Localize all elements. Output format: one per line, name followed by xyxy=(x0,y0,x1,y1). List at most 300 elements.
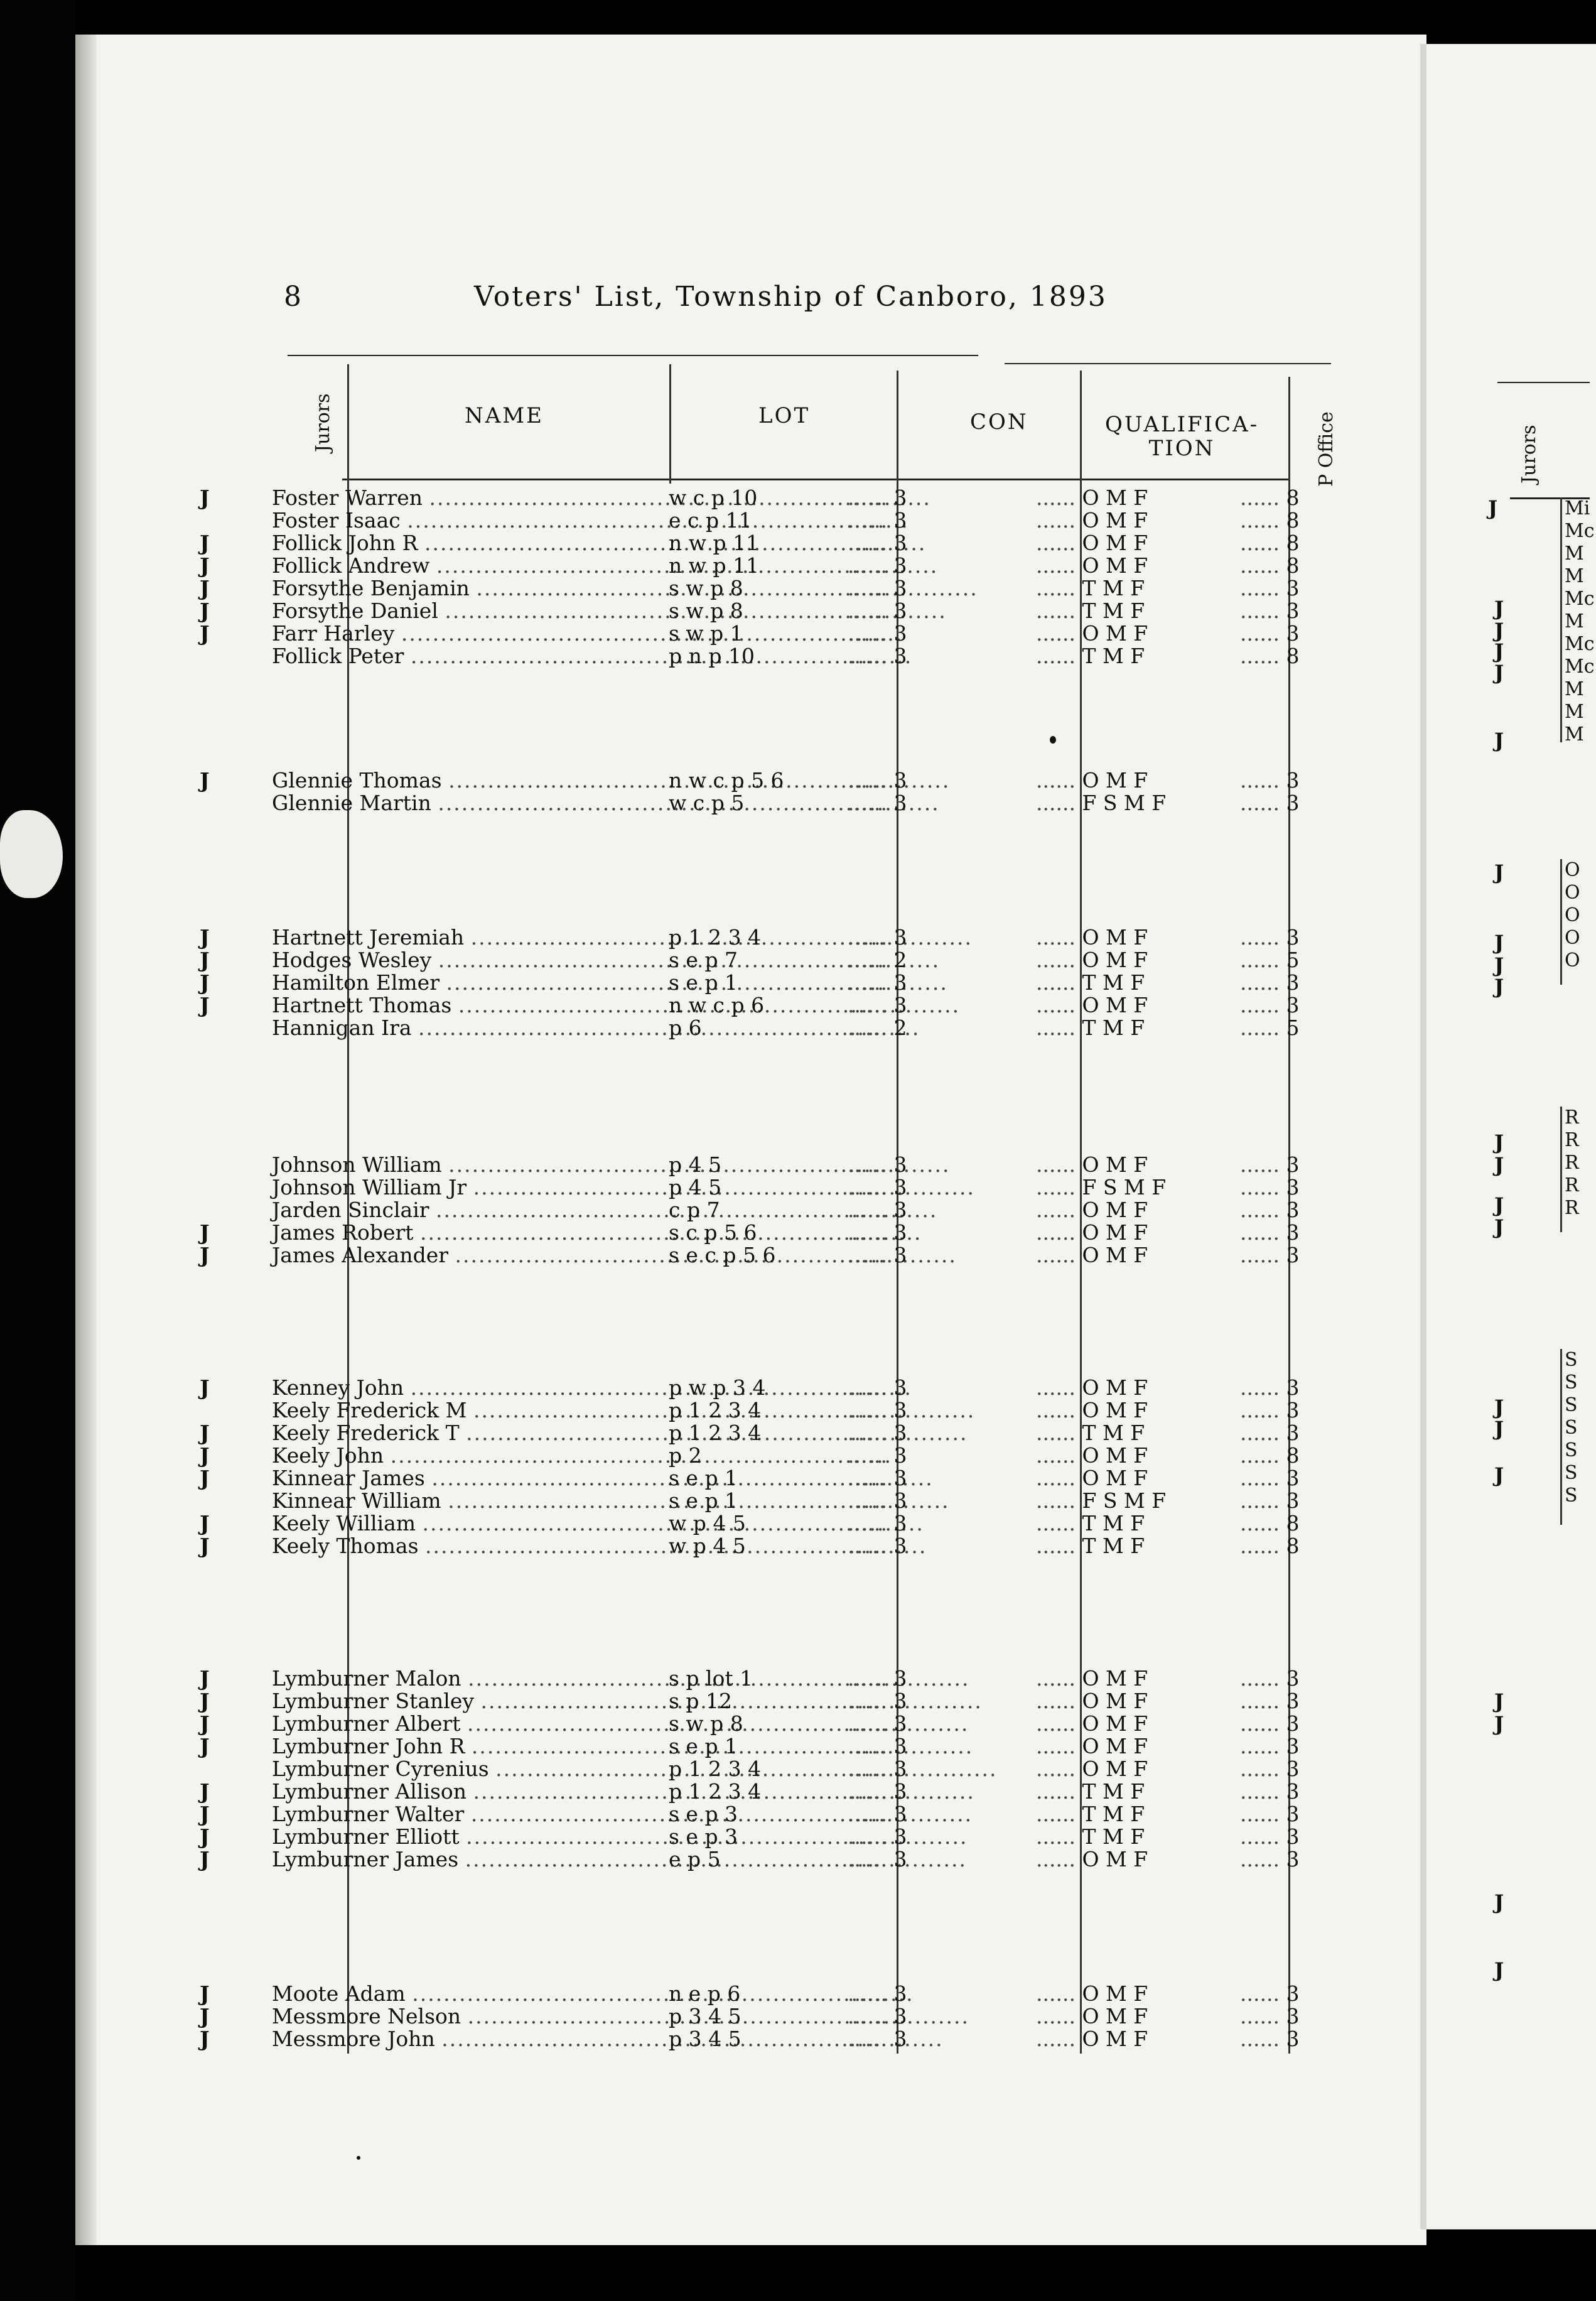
adjacent-name-fragment: R xyxy=(1565,1107,1579,1129)
voter-name xyxy=(272,2005,661,2028)
voter-lot: s e p 3 xyxy=(669,1824,738,1849)
voter-qualification: ...... O M F xyxy=(1036,1221,1148,1244)
voter-row xyxy=(0,1758,1318,1780)
voter-post-office: ...... 3 xyxy=(1240,1735,1299,1758)
voter-lot: s w p 8 xyxy=(669,576,743,600)
voter-row xyxy=(0,949,1318,972)
voter-post-office: ...... 3 xyxy=(1240,1803,1299,1826)
voter-name xyxy=(272,769,661,792)
adjacent-bracket-4 xyxy=(1560,1349,1562,1525)
voter-lot: s c p 5 6 xyxy=(669,1220,757,1245)
voter-concession: ...... 3 xyxy=(848,1826,907,1848)
voter-qualification: ...... T M F xyxy=(1036,1803,1145,1826)
adjacent-name-fragment: R xyxy=(1565,1174,1579,1196)
juror-mark: J xyxy=(200,925,210,950)
juror-mark: J xyxy=(200,1711,210,1736)
voter-lot: p 1 2 3 4 xyxy=(669,1757,762,1781)
voter-name-text: Messmore Nelson xyxy=(272,2004,468,2028)
adjacent-name-fragment: O xyxy=(1565,882,1580,904)
voter-post-office: ...... 8 xyxy=(1240,555,1299,577)
voter-concession: ...... 3 xyxy=(848,532,907,555)
adjacent-name-fragment: S xyxy=(1565,1439,1578,1461)
voter-post-office: ...... 3 xyxy=(1240,1221,1299,1244)
voter-name xyxy=(272,1713,661,1735)
voter-name-text: Hartnett Thomas xyxy=(272,993,458,1017)
voter-row xyxy=(0,1713,1318,1735)
voter-row xyxy=(0,645,1318,668)
voter-qualification: ...... O M F xyxy=(1036,622,1148,645)
voter-name xyxy=(272,1667,661,1690)
voter-concession: ...... 3 xyxy=(848,1983,907,2005)
voter-lot: p 1 2 3 4 xyxy=(669,1421,762,1445)
voter-qualification: ...... F S M F xyxy=(1036,1176,1166,1199)
page-title: Voters' List, Township of Canboro, 1893 xyxy=(474,281,1108,313)
adjacent-name-fragment: S xyxy=(1565,1394,1578,1416)
voter-concession: ...... 3 xyxy=(848,972,907,994)
voter-concession: ...... 3 xyxy=(848,1377,907,1399)
juror-mark: J xyxy=(200,1511,210,1535)
voter-qualification: ...... O M F xyxy=(1036,487,1148,509)
voter-lot: s w p 8 xyxy=(669,598,743,623)
voter-lot: p 6 xyxy=(669,1015,702,1040)
voter-row xyxy=(0,577,1318,600)
post-office-column-header: P Office xyxy=(1315,411,1337,487)
voter-lot: p 4 5 xyxy=(669,1175,722,1199)
voter-name xyxy=(272,1017,661,1039)
voter-qualification: ...... O M F xyxy=(1036,1848,1148,1871)
adjacent-name-fragment: O xyxy=(1565,927,1580,949)
adjacent-name-fragment: S xyxy=(1565,1372,1578,1394)
qualification-header-line-1: QUALIFICA- xyxy=(1105,412,1259,437)
juror-mark: J xyxy=(200,1243,210,1267)
voter-concession: ...... 3 xyxy=(848,577,907,600)
voter-row xyxy=(0,532,1318,555)
voter-concession: ...... 3 xyxy=(848,792,907,815)
adjacent-juror-mark: J xyxy=(1494,1215,1504,1239)
voter-row xyxy=(0,1444,1318,1467)
voter-row xyxy=(0,1422,1318,1444)
voter-post-office: ...... 3 xyxy=(1240,1848,1299,1871)
juror-mark: J xyxy=(200,1666,210,1691)
voter-name xyxy=(272,1780,661,1803)
voter-post-office: ...... 8 xyxy=(1240,487,1299,509)
voter-row xyxy=(0,1667,1318,1690)
voter-lot: s p lot 1 xyxy=(669,1666,753,1691)
juror-mark: J xyxy=(200,993,210,1017)
voter-name xyxy=(272,1199,661,1221)
adjacent-juror-mark: J xyxy=(1488,496,1498,520)
juror-mark: J xyxy=(200,1421,210,1445)
voter-qualification: ...... O M F xyxy=(1036,994,1148,1017)
voter-qualification: ...... O M F xyxy=(1036,1983,1148,2005)
adjacent-juror-mark: J xyxy=(1494,931,1504,955)
voter-name-text: Forsythe Daniel xyxy=(272,598,445,623)
voter-row xyxy=(0,1176,1318,1199)
voter-qualification: ...... T M F xyxy=(1036,972,1145,994)
voter-row xyxy=(0,1848,1318,1871)
adjacent-juror-mark: J xyxy=(1494,619,1504,642)
voter-lot: w p 4 5 xyxy=(669,1534,746,1558)
voter-concession: ...... 3 xyxy=(848,1154,907,1176)
voter-name xyxy=(272,509,661,532)
voter-row xyxy=(0,600,1318,622)
voter-row xyxy=(0,1735,1318,1758)
voter-name xyxy=(272,1535,661,1557)
juror-mark: J xyxy=(200,1220,210,1245)
voter-concession: ...... 3 xyxy=(848,509,907,532)
voter-qualification: ...... O M F xyxy=(1036,1154,1148,1176)
voter-qualification: ...... F S M F xyxy=(1036,792,1166,815)
voter-concession: ...... 3 xyxy=(848,600,907,622)
voter-name-text: Moote Adam xyxy=(272,1981,412,2006)
voter-name-text: Follick Peter xyxy=(272,644,411,668)
voter-lot: p 4 5 xyxy=(669,1152,722,1177)
header-bottom-rule xyxy=(342,479,1290,480)
voter-lot: s e p 3 xyxy=(669,1802,738,1826)
voter-post-office: ...... 3 xyxy=(1240,1780,1299,1803)
voter-row xyxy=(0,1154,1318,1176)
voter-lot: s e p 1 xyxy=(669,1466,738,1490)
voter-lot: e p 5 xyxy=(669,1847,721,1871)
voter-concession: ...... 3 xyxy=(848,1535,907,1557)
voter-qualification: ...... T M F xyxy=(1036,1780,1145,1803)
voter-concession: ...... 2 xyxy=(848,1017,907,1039)
voter-lot: w c p 10 xyxy=(669,485,758,510)
voter-name-text: Follick John R xyxy=(272,531,425,555)
voter-name-text: Lymburner Walter xyxy=(272,1802,471,1826)
voter-name-text: Lymburner Elliott xyxy=(272,1824,466,1849)
voter-name xyxy=(272,994,661,1017)
voter-lot: p 3 4 5 xyxy=(669,2027,741,2051)
voter-concession: ...... 3 xyxy=(848,1422,907,1444)
voter-qualification: ...... O M F xyxy=(1036,1690,1148,1713)
qualification-column-header xyxy=(1105,413,1259,460)
voter-name-text: Kinnear William xyxy=(272,1488,448,1513)
voter-lot: e c p 11 xyxy=(669,508,752,533)
voter-row xyxy=(0,2028,1318,2050)
voter-qualification: ...... O M F xyxy=(1036,769,1148,792)
voter-post-office: ...... 3 xyxy=(1240,1377,1299,1399)
adjacent-juror-mark: J xyxy=(1494,1153,1504,1177)
voter-lot: p 1 2 3 4 xyxy=(669,1779,762,1804)
voter-lot: c p 7 xyxy=(669,1198,720,1222)
adjacent-juror-mark: J xyxy=(1494,639,1504,663)
name-column-header: NAME xyxy=(465,403,544,428)
voter-concession: ...... 3 xyxy=(848,1690,907,1713)
adjacent-name-fragment: M xyxy=(1565,565,1584,587)
voter-concession: ...... 3 xyxy=(848,1467,907,1490)
document-page xyxy=(75,35,1426,2245)
adjacent-name-fragment: R xyxy=(1565,1129,1579,1151)
voter-post-office: ...... 8 xyxy=(1240,509,1299,532)
voter-concession: ...... 3 xyxy=(848,1848,907,1871)
voter-post-office: ...... 8 xyxy=(1240,645,1299,668)
voter-lot: s e p 1 xyxy=(669,970,738,995)
juror-mark: J xyxy=(200,1779,210,1804)
voter-concession: ...... 3 xyxy=(848,622,907,645)
voter-name xyxy=(272,949,661,972)
voter-post-office: ...... 3 xyxy=(1240,1154,1299,1176)
adjacent-juror-mark: J xyxy=(1494,975,1504,999)
voter-name xyxy=(272,487,661,509)
voter-row xyxy=(0,622,1318,645)
juror-mark: J xyxy=(200,1689,210,1713)
voter-lot: w p 4 5 xyxy=(669,1511,746,1535)
voter-row xyxy=(0,1690,1318,1713)
voter-lot: s w p 1 xyxy=(669,621,743,646)
voter-row xyxy=(0,972,1318,994)
voter-concession: ...... 3 xyxy=(848,769,907,792)
voter-qualification: ...... O M F xyxy=(1036,555,1148,577)
voter-name xyxy=(272,1735,661,1758)
voter-name xyxy=(272,1848,661,1871)
voter-name-text: Foster Isaac xyxy=(272,508,407,533)
juror-mark: J xyxy=(200,948,210,972)
voter-name-text: Hannigan Ira xyxy=(272,1015,419,1040)
voter-post-office: ...... 3 xyxy=(1240,1667,1299,1690)
voter-post-office: ...... 5 xyxy=(1240,949,1299,972)
divider-lot xyxy=(669,364,671,484)
juror-mark: J xyxy=(200,576,210,600)
voter-name-text: Lymburner John R xyxy=(272,1734,472,1758)
voter-row xyxy=(0,926,1318,949)
voter-name xyxy=(272,1154,661,1176)
voter-lot: n w p 11 xyxy=(669,531,760,555)
voter-name xyxy=(272,622,661,645)
voter-post-office: ...... 8 xyxy=(1240,532,1299,555)
voter-post-office: ...... 3 xyxy=(1240,622,1299,645)
voter-name xyxy=(272,1758,661,1780)
voter-name-text: Farr Harley xyxy=(272,621,401,646)
voter-lot: n e p 6 xyxy=(669,1981,741,2006)
binding-shadow xyxy=(75,35,97,2245)
adjacent-name-fragment: R xyxy=(1565,1197,1579,1219)
voter-qualification: ...... F S M F xyxy=(1036,1490,1166,1512)
voter-post-office: ...... 8 xyxy=(1240,1512,1299,1535)
voter-post-office: ...... 8 xyxy=(1240,1444,1299,1467)
voter-qualification: ...... T M F xyxy=(1036,1826,1145,1848)
voter-name-text: Glennie Martin xyxy=(272,791,438,815)
voter-name-text: Johnson William Jr xyxy=(272,1175,473,1199)
jurors-column-header: Jurors xyxy=(312,393,334,452)
voter-post-office: ...... 3 xyxy=(1240,1244,1299,1267)
voter-row xyxy=(0,509,1318,532)
voter-concession: ...... 3 xyxy=(848,1713,907,1735)
adjacent-juror-mark: J xyxy=(1494,1417,1504,1441)
adjacent-juror-mark: J xyxy=(1494,661,1504,685)
voter-name xyxy=(272,577,661,600)
voter-post-office: ...... 3 xyxy=(1240,1758,1299,1780)
voter-concession: ...... 2 xyxy=(848,949,907,972)
ink-speck xyxy=(357,2156,360,2160)
juror-mark: J xyxy=(200,621,210,646)
voter-lot: p 1 2 3 4 xyxy=(669,1398,762,1422)
voter-concession: ...... 3 xyxy=(848,645,907,668)
voter-name-text: Glennie Thomas xyxy=(272,768,449,793)
voter-post-office: ...... 8 xyxy=(1240,1535,1299,1557)
header-top-rule-right xyxy=(1005,363,1331,364)
adjacent-name-fragment: Mc xyxy=(1565,656,1595,678)
voter-name xyxy=(272,926,661,949)
voter-post-office: ...... 5 xyxy=(1240,1017,1299,1039)
voter-name xyxy=(272,600,661,622)
lot-column-header: LOT xyxy=(758,403,811,428)
voter-qualification: ...... O M F xyxy=(1036,949,1148,972)
voter-name-text: Hamilton Elmer xyxy=(272,970,446,995)
voter-name-text: Keely William xyxy=(272,1511,423,1535)
ink-speck xyxy=(1050,736,1056,744)
voter-qualification: ...... O M F xyxy=(1036,1399,1148,1422)
voter-post-office: ...... 3 xyxy=(1240,1467,1299,1490)
voter-concession: ...... 3 xyxy=(848,994,907,1017)
adjacent-juror-mark: J xyxy=(1494,597,1504,620)
voter-qualification: ...... T M F xyxy=(1036,600,1145,622)
adjacent-name-fragment: M xyxy=(1565,543,1584,565)
voter-row xyxy=(0,1780,1318,1803)
voter-concession: ...... 3 xyxy=(848,1244,907,1267)
voter-name xyxy=(272,1803,661,1826)
voter-concession: ...... 3 xyxy=(848,487,907,509)
voter-name-text: Forsythe Benjamin xyxy=(272,576,477,600)
adjacent-name-fragment: Mi xyxy=(1565,497,1590,519)
voter-name xyxy=(272,1490,661,1512)
voter-name xyxy=(272,532,661,555)
voter-lot: w c p 5 xyxy=(669,791,745,815)
voter-qualification: ...... O M F xyxy=(1036,509,1148,532)
voter-qualification: ...... O M F xyxy=(1036,1667,1148,1690)
voter-post-office: ...... 3 xyxy=(1240,994,1299,1017)
voter-qualification: ...... O M F xyxy=(1036,1735,1148,1758)
voter-lot: n w c p 5 6 xyxy=(669,768,784,793)
voter-concession: ...... 3 xyxy=(848,2005,907,2028)
voter-name xyxy=(272,555,661,577)
voter-post-office: ...... 3 xyxy=(1240,769,1299,792)
voter-row xyxy=(0,1983,1318,2005)
adjacent-juror-mark: J xyxy=(1494,1958,1504,1982)
juror-mark: J xyxy=(200,768,210,793)
voter-name-text: Jarden Sinclair xyxy=(272,1198,436,1222)
juror-mark: J xyxy=(200,485,210,510)
adjacent-juror-mark: J xyxy=(1494,1890,1504,1914)
voter-concession: ...... 3 xyxy=(848,1735,907,1758)
juror-mark: J xyxy=(200,1734,210,1758)
voter-name xyxy=(272,645,661,668)
voter-row xyxy=(0,1512,1318,1535)
voter-post-office: ...... 3 xyxy=(1240,2005,1299,2028)
juror-mark: J xyxy=(200,598,210,623)
voter-row xyxy=(0,1826,1318,1848)
voter-lot: s e c p 5 6 xyxy=(669,1243,776,1267)
voter-name-text: Johnson William xyxy=(272,1152,449,1177)
voter-post-office: ...... 3 xyxy=(1240,1690,1299,1713)
voter-row xyxy=(0,1399,1318,1422)
voter-lot: s e p 1 xyxy=(669,1734,738,1758)
juror-mark: J xyxy=(200,1847,210,1871)
voter-lot: n w p 11 xyxy=(669,553,760,578)
voter-post-office: ...... 3 xyxy=(1240,577,1299,600)
voter-row xyxy=(0,1803,1318,1826)
voter-qualification: ...... O M F xyxy=(1036,1467,1148,1490)
voter-post-office: ...... 3 xyxy=(1240,600,1299,622)
voter-qualification: ...... O M F xyxy=(1036,532,1148,555)
adjacent-bracket-1 xyxy=(1560,497,1562,742)
voter-row xyxy=(0,994,1318,1017)
juror-mark: J xyxy=(200,1534,210,1558)
voter-name xyxy=(272,792,661,815)
voter-name-text: Kinnear James xyxy=(272,1466,432,1490)
voter-post-office: ...... 3 xyxy=(1240,1983,1299,2005)
adjacent-juror-mark: J xyxy=(1494,860,1504,884)
voter-row xyxy=(0,792,1318,815)
adjacent-juror-mark: J xyxy=(1494,1689,1504,1713)
juror-mark: J xyxy=(200,2027,210,2051)
voter-qualification: ...... O M F xyxy=(1036,926,1148,949)
voter-concession: ...... 3 xyxy=(848,1667,907,1690)
voter-name xyxy=(272,1176,661,1199)
paper-blot xyxy=(0,810,63,898)
voter-post-office: ...... 3 xyxy=(1240,1422,1299,1444)
voter-concession: ...... 3 xyxy=(848,1803,907,1826)
voter-concession: ...... 3 xyxy=(848,1176,907,1199)
adjacent-name-fragment: S xyxy=(1565,1462,1578,1484)
voter-lot: s w p 8 xyxy=(669,1711,743,1736)
adjacent-juror-mark: J xyxy=(1494,1395,1504,1419)
voter-qualification: ...... O M F xyxy=(1036,1713,1148,1735)
adjacent-juror-mark: J xyxy=(1494,728,1504,752)
adjacent-name-fragment: S xyxy=(1565,1417,1578,1439)
voter-qualification: ...... T M F xyxy=(1036,577,1145,600)
voter-name xyxy=(272,1690,661,1713)
adjacent-juror-mark: J xyxy=(1494,1193,1504,1217)
voter-name-text: Keely Frederick M xyxy=(272,1398,473,1422)
adjacent-juror-mark: J xyxy=(1494,953,1504,977)
voter-concession: ...... 3 xyxy=(848,1490,907,1512)
voter-concession: ...... 3 xyxy=(848,926,907,949)
voter-name xyxy=(272,1399,661,1422)
voter-name xyxy=(272,972,661,994)
juror-mark: J xyxy=(200,970,210,995)
voter-lot: p 3 4 5 xyxy=(669,2004,741,2028)
voter-lot: p 1 2 3 4 xyxy=(669,925,762,950)
voter-row xyxy=(0,487,1318,509)
voter-post-office: ...... 3 xyxy=(1240,1199,1299,1221)
voter-name xyxy=(272,1422,661,1444)
voter-row xyxy=(0,769,1318,792)
voter-lot: s e p 7 xyxy=(669,948,738,972)
voter-name-text: Follick Andrew xyxy=(272,553,436,578)
voter-name xyxy=(272,2028,661,2050)
adjacent-name-fragment: M xyxy=(1565,678,1584,700)
voter-row xyxy=(0,1221,1318,1244)
voter-name-text: James Alexander xyxy=(272,1243,455,1267)
adjacent-bracket-3 xyxy=(1560,1107,1562,1232)
adjacent-name-fragment: O xyxy=(1565,950,1580,972)
voter-name xyxy=(272,1444,661,1467)
voter-lot: p w p 3 4 xyxy=(669,1375,766,1400)
adjacent-name-fragment: M xyxy=(1565,701,1584,723)
voter-name-text: Hodges Wesley xyxy=(272,948,438,972)
juror-mark: J xyxy=(200,1802,210,1826)
juror-mark: J xyxy=(200,531,210,555)
qualification-header-line-2: TION xyxy=(1148,436,1216,461)
voter-name-text: Lymburner James xyxy=(272,1847,465,1871)
voter-name-text: Keely John xyxy=(272,1443,391,1468)
voter-qualification: ...... O M F xyxy=(1036,2028,1148,2050)
voter-name-text: James Robert xyxy=(272,1220,421,1245)
juror-mark: J xyxy=(200,1824,210,1849)
voter-row xyxy=(0,1017,1318,1039)
voter-concession: ...... 3 xyxy=(848,1780,907,1803)
